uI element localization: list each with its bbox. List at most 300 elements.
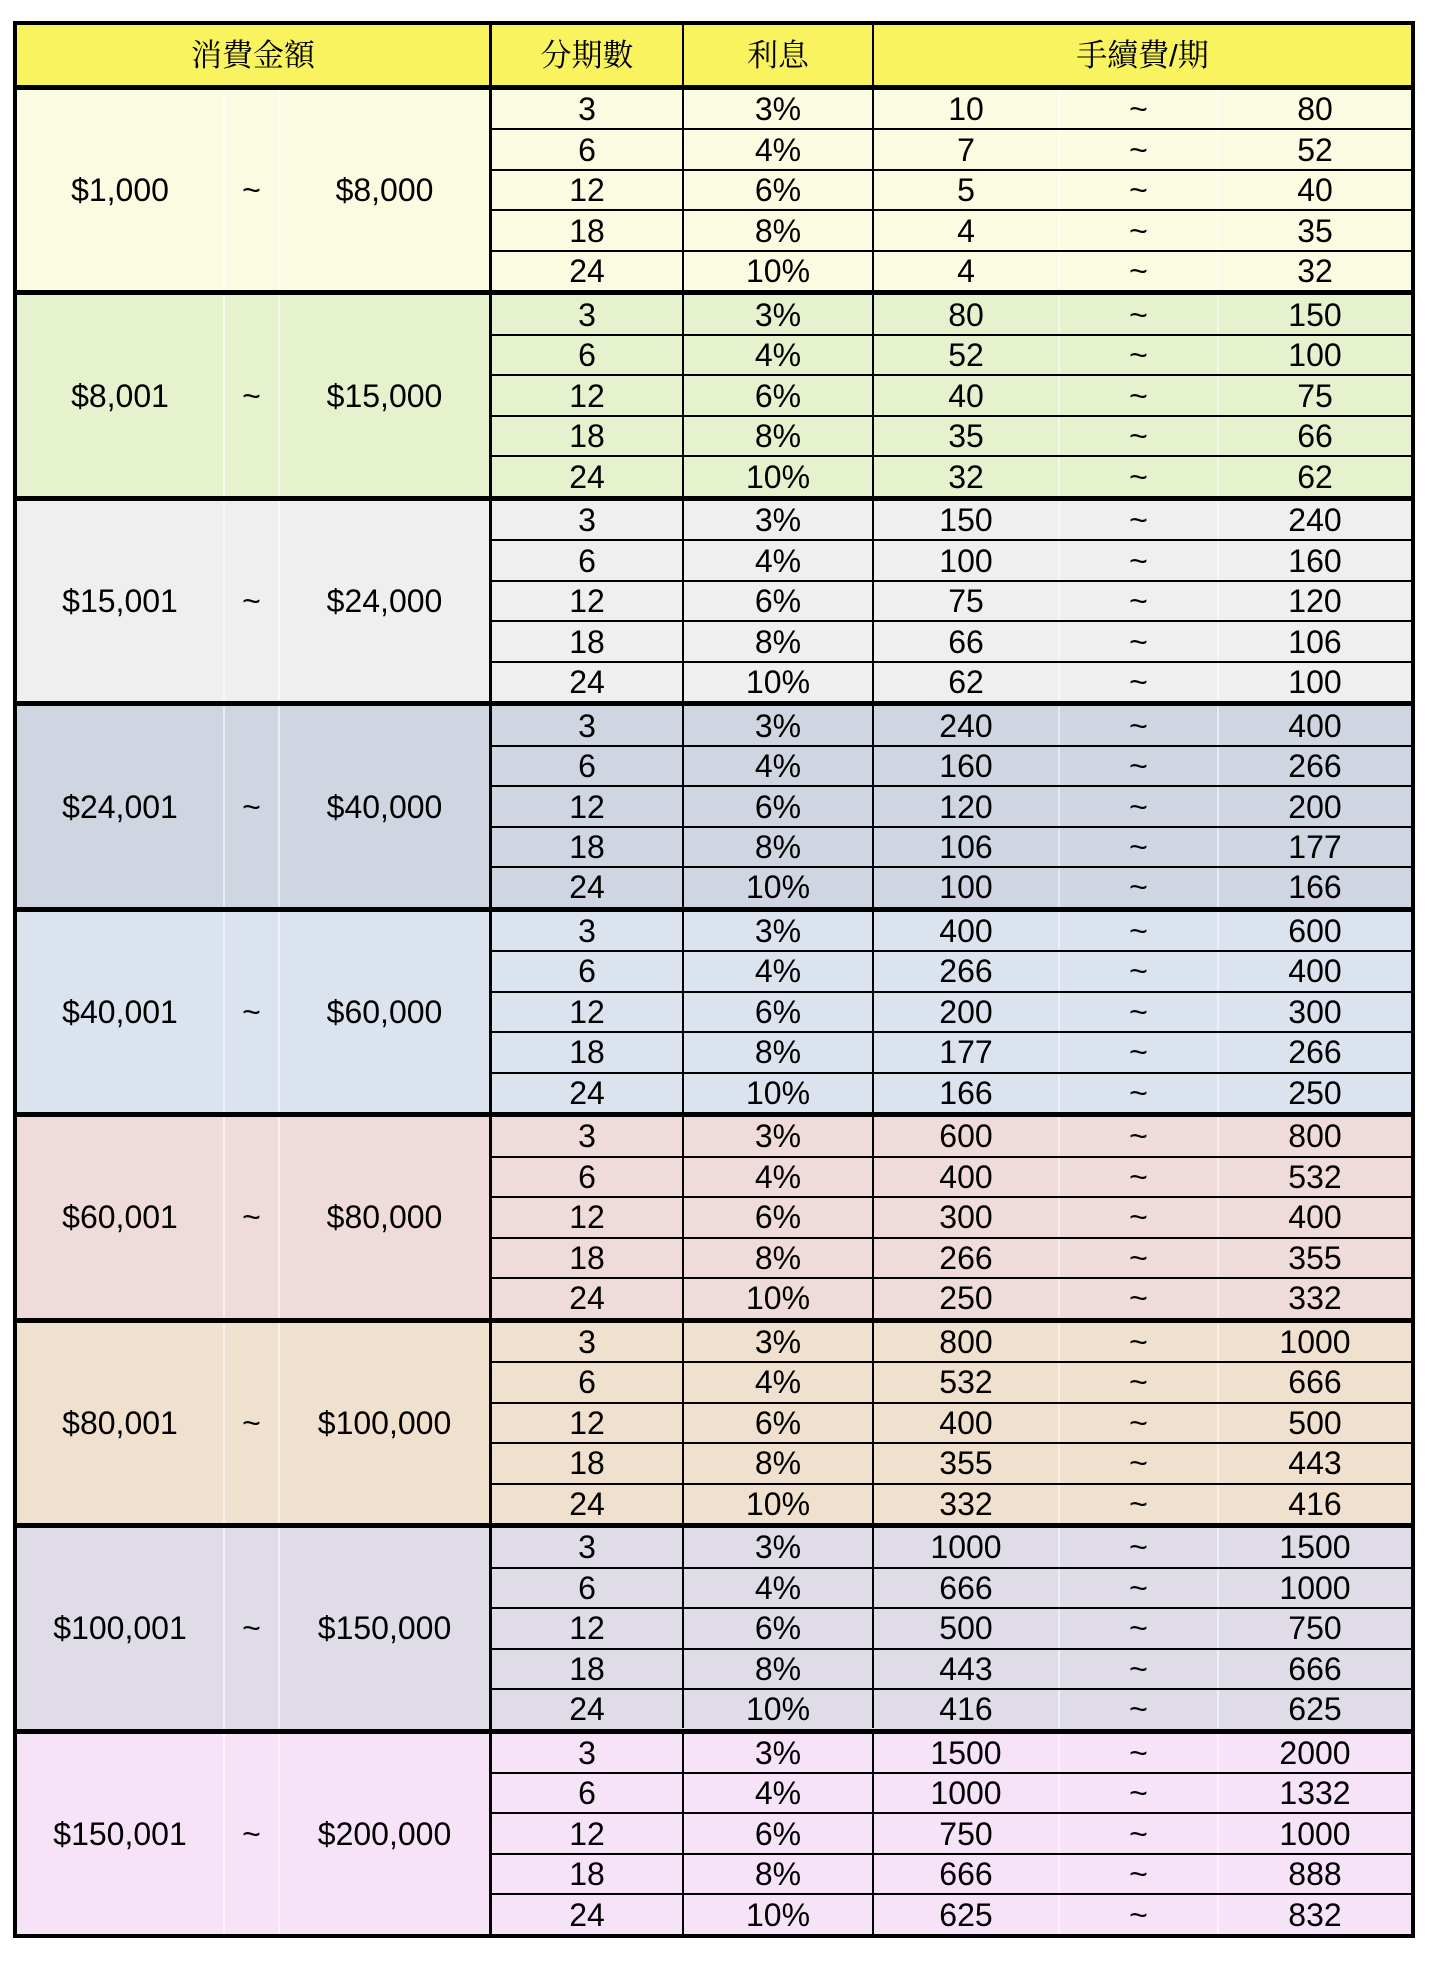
fee-range-cell: [874, 417, 1411, 455]
fee-max: 625: [1288, 1691, 1342, 1728]
group-rows: [492, 1528, 1411, 1728]
fee-max: 332: [1288, 1280, 1342, 1317]
installments-cell: 18: [492, 1033, 684, 1071]
fee-range-cell: [874, 1198, 1411, 1236]
fee-max: 35: [1297, 212, 1333, 249]
fee-min: 750: [939, 1815, 993, 1852]
tilde-separator: ~: [1058, 171, 1219, 209]
interest-cell: 10%: [684, 252, 874, 290]
tilde-separator: ~: [223, 90, 280, 290]
amount-min: $100,001: [53, 1610, 187, 1647]
installments-cell: 18: [492, 1444, 684, 1482]
fee-min: 400: [939, 1158, 993, 1195]
fee-range-cell: [874, 1895, 1411, 1933]
fee-min: 150: [939, 502, 993, 539]
amount-range-cell: [17, 1117, 492, 1317]
tilde-separator: ~: [1058, 1774, 1219, 1812]
table-row: [492, 1483, 1411, 1523]
amount-range-cell: [17, 501, 492, 701]
fee-max: 40: [1297, 172, 1333, 209]
fee-max: 32: [1297, 253, 1333, 290]
fee-max: 80: [1297, 91, 1333, 128]
table-row: [492, 539, 1411, 579]
fee-max: 1332: [1279, 1775, 1351, 1812]
table-row: [492, 1734, 1411, 1772]
fee-max: 1500: [1279, 1529, 1351, 1566]
amount-min: $8,001: [71, 377, 169, 414]
table-row: [492, 250, 1411, 290]
amount-min: $15,001: [62, 583, 178, 620]
interest-cell: 3%: [684, 1734, 874, 1772]
interest-cell: 10%: [684, 1485, 874, 1523]
tilde-separator: ~: [1058, 787, 1219, 825]
fee-max: 300: [1288, 993, 1342, 1030]
fee-max: 400: [1288, 953, 1342, 990]
installments-cell: 24: [492, 1279, 684, 1317]
interest-cell: 4%: [684, 747, 874, 785]
fee-range-cell: [874, 336, 1411, 374]
tilde-separator: ~: [1058, 663, 1219, 701]
table-row: [492, 128, 1411, 168]
installments-cell: 6: [492, 1774, 684, 1812]
fee-max: 500: [1288, 1404, 1342, 1441]
tilde-separator: ~: [1058, 1279, 1219, 1317]
table-row: [492, 1277, 1411, 1317]
fee-min: 666: [939, 1856, 993, 1893]
interest-cell: 4%: [684, 336, 874, 374]
fee-max: 443: [1288, 1445, 1342, 1482]
fee-min: 52: [948, 337, 984, 374]
amount-range-cell: [17, 1323, 492, 1523]
installments-cell: 12: [492, 1609, 684, 1647]
fee-max: 266: [1288, 748, 1342, 785]
fee-range-cell: [874, 1363, 1411, 1401]
amount-group: [17, 907, 1411, 1112]
table-row: [492, 455, 1411, 495]
fee-max: 106: [1288, 623, 1342, 660]
fee-range-cell: [874, 993, 1411, 1031]
fee-max: 66: [1297, 418, 1333, 455]
amount-max: $15,000: [326, 377, 443, 414]
fee-range-cell: [874, 622, 1411, 660]
fee-min: 4: [957, 212, 975, 249]
amount-min: $40,001: [62, 993, 178, 1030]
interest-cell: 4%: [684, 1569, 874, 1607]
fee-range-cell: [874, 1855, 1411, 1893]
fee-min: 66: [948, 623, 984, 660]
fee-range-cell: [874, 1158, 1411, 1196]
tilde-separator: ~: [223, 501, 280, 701]
amount-max: $60,000: [326, 993, 443, 1030]
tilde-separator: ~: [1058, 582, 1219, 620]
interest-cell: 10%: [684, 1895, 874, 1933]
installments-cell: 6: [492, 130, 684, 168]
tilde-separator: ~: [1058, 1033, 1219, 1071]
table-row: [492, 1853, 1411, 1893]
table-row: [492, 866, 1411, 906]
tilde-separator: ~: [1058, 1895, 1219, 1933]
tilde-separator: ~: [1058, 868, 1219, 906]
installments-cell: 18: [492, 417, 684, 455]
amount-range-cell: [17, 912, 492, 1112]
tilde-separator: ~: [1058, 1158, 1219, 1196]
fee-min: 120: [939, 788, 993, 825]
installments-cell: 12: [492, 1404, 684, 1442]
fee-min: 32: [948, 458, 984, 495]
table-row: [492, 374, 1411, 414]
fee-max: 52: [1297, 131, 1333, 168]
tilde-separator: ~: [1058, 1404, 1219, 1442]
table-row: [492, 90, 1411, 128]
installments-cell: 24: [492, 457, 684, 495]
installments-cell: 6: [492, 1158, 684, 1196]
fee-max: 75: [1297, 377, 1333, 414]
fee-min: 266: [939, 953, 993, 990]
amount-group: [17, 290, 1411, 495]
table-row: [492, 620, 1411, 660]
amount-group: [17, 90, 1411, 290]
tilde-separator: ~: [1058, 1074, 1219, 1112]
fee-min: 177: [939, 1034, 993, 1071]
interest-cell: 3%: [684, 295, 874, 333]
installments-cell: 12: [492, 787, 684, 825]
installments-cell: 3: [492, 706, 684, 744]
amount-column-header: 消費金額: [17, 25, 492, 85]
group-rows: [492, 90, 1411, 290]
interest-cell: 4%: [684, 952, 874, 990]
group-rows: [492, 295, 1411, 495]
interest-cell: 8%: [684, 622, 874, 660]
fee-range-cell: [874, 1650, 1411, 1688]
interest-cell: 6%: [684, 1404, 874, 1442]
fee-max: 100: [1288, 664, 1342, 701]
fee-range-cell: [874, 663, 1411, 701]
fee-min: 75: [948, 583, 984, 620]
tilde-separator: ~: [1058, 1609, 1219, 1647]
fee-min: 1000: [930, 1775, 1002, 1812]
table-row: [492, 706, 1411, 744]
tilde-separator: ~: [1058, 130, 1219, 168]
installments-cell: 12: [492, 376, 684, 414]
fee-min: 300: [939, 1199, 993, 1236]
installments-cell: 6: [492, 1363, 684, 1401]
amount-group: [17, 1729, 1411, 1934]
fee-max: 200: [1288, 788, 1342, 825]
fee-min: 4: [957, 253, 975, 290]
fee-range-cell: [874, 912, 1411, 950]
amount-min: $1,000: [71, 172, 169, 209]
tilde-separator: ~: [1058, 1814, 1219, 1852]
interest-cell: 10%: [684, 1279, 874, 1317]
table-row: [492, 1812, 1411, 1852]
fee-max: 266: [1288, 1034, 1342, 1071]
installments-cell: 12: [492, 582, 684, 620]
table-row: [492, 1117, 1411, 1155]
installments-cell: 6: [492, 747, 684, 785]
fee-range-cell: [874, 747, 1411, 785]
interest-cell: 6%: [684, 993, 874, 1031]
fee-max: 62: [1297, 458, 1333, 495]
fee-min: 35: [948, 418, 984, 455]
table-row: [492, 1442, 1411, 1482]
amount-max: $24,000: [326, 583, 443, 620]
interest-cell: 6%: [684, 582, 874, 620]
fee-min: 7: [957, 131, 975, 168]
tilde-separator: ~: [223, 1734, 280, 1934]
fee-max: 888: [1288, 1856, 1342, 1893]
interest-cell: 3%: [684, 1323, 874, 1361]
amount-range-cell: [17, 90, 492, 290]
table-row: [492, 1361, 1411, 1401]
installments-cell: 24: [492, 1690, 684, 1728]
fee-max: 150: [1288, 296, 1342, 333]
interest-cell: 4%: [684, 1158, 874, 1196]
installments-cell: 12: [492, 993, 684, 1031]
fee-range-cell: [874, 171, 1411, 209]
fee-range-cell: [874, 1485, 1411, 1523]
interest-cell: 6%: [684, 1814, 874, 1852]
tilde-separator: ~: [223, 706, 280, 906]
group-rows: [492, 1323, 1411, 1523]
tilde-separator: ~: [1058, 1198, 1219, 1236]
fee-range-cell: [874, 1528, 1411, 1566]
fee-range-cell: [874, 1033, 1411, 1071]
tilde-separator: ~: [1058, 747, 1219, 785]
amount-range-cell: [17, 1528, 492, 1728]
fee-max: 250: [1288, 1074, 1342, 1111]
group-rows: [492, 501, 1411, 701]
tilde-separator: ~: [1058, 376, 1219, 414]
table-row: [492, 1237, 1411, 1277]
tilde-separator: ~: [1058, 336, 1219, 374]
fee-range-cell: [874, 1117, 1411, 1155]
amount-min: $60,001: [62, 1199, 178, 1236]
fee-min: 160: [939, 748, 993, 785]
fee-range-cell: [874, 1569, 1411, 1607]
tilde-separator: ~: [1058, 952, 1219, 990]
fee-min: 332: [939, 1485, 993, 1522]
table-row: [492, 501, 1411, 539]
fee-max: 600: [1288, 912, 1342, 949]
fee-max: 1000: [1279, 1323, 1351, 1360]
table-row: [492, 295, 1411, 333]
interest-cell: 3%: [684, 90, 874, 128]
installments-cell: 12: [492, 171, 684, 209]
installments-cell: 3: [492, 1117, 684, 1155]
fee-range-cell: [874, 1323, 1411, 1361]
table-row: [492, 169, 1411, 209]
table-row: [492, 826, 1411, 866]
installments-cell: 3: [492, 501, 684, 539]
fee-min: 666: [939, 1569, 993, 1606]
amount-max: $8,000: [335, 172, 434, 209]
installments-cell: 18: [492, 1650, 684, 1688]
interest-cell: 10%: [684, 1690, 874, 1728]
fee-max: 666: [1288, 1650, 1342, 1687]
fee-range-cell: [874, 1074, 1411, 1112]
fee-range-cell: [874, 706, 1411, 744]
amount-max: $40,000: [326, 788, 443, 825]
amount-min: $80,001: [62, 1404, 178, 1441]
table-row: [492, 1648, 1411, 1688]
fee-range-cell: [874, 457, 1411, 495]
installments-cell: 18: [492, 622, 684, 660]
installments-cell: 6: [492, 541, 684, 579]
interest-cell: 8%: [684, 1650, 874, 1688]
tilde-separator: ~: [1058, 706, 1219, 744]
fee-range-cell: [874, 1774, 1411, 1812]
tilde-separator: ~: [1058, 1363, 1219, 1401]
table-row: [492, 334, 1411, 374]
tilde-separator: ~: [223, 1323, 280, 1523]
installments-cell: 18: [492, 211, 684, 249]
table-row: [492, 1196, 1411, 1236]
fee-min: 200: [939, 993, 993, 1030]
table-row: [492, 785, 1411, 825]
tilde-separator: ~: [1058, 295, 1219, 333]
table-row: [492, 1567, 1411, 1607]
tilde-separator: ~: [1058, 993, 1219, 1031]
fee-max: 177: [1288, 829, 1342, 865]
table-row: [492, 580, 1411, 620]
fee-range-cell: [874, 90, 1411, 128]
tilde-separator: ~: [1058, 417, 1219, 455]
installments-column-header: 分期數: [492, 25, 684, 85]
tilde-separator: ~: [223, 1528, 280, 1728]
installments-cell: 24: [492, 663, 684, 701]
fee-min: 1500: [930, 1734, 1002, 1771]
installments-cell: 3: [492, 90, 684, 128]
installments-cell: 18: [492, 1855, 684, 1893]
fee-max: 2000: [1279, 1734, 1351, 1771]
amount-min: $150,001: [53, 1815, 187, 1852]
tilde-separator: ~: [1058, 1569, 1219, 1607]
fee-range-cell: [874, 787, 1411, 825]
group-rows: [492, 706, 1411, 906]
installments-cell: 24: [492, 252, 684, 290]
table-row: [492, 1156, 1411, 1196]
amount-group: [17, 1112, 1411, 1317]
interest-cell: 8%: [684, 417, 874, 455]
interest-cell: 3%: [684, 501, 874, 539]
fee-min: 106: [939, 829, 993, 865]
interest-cell: 3%: [684, 912, 874, 950]
interest-cell: 4%: [684, 1774, 874, 1812]
interest-cell: 8%: [684, 1239, 874, 1277]
table-row: [492, 1072, 1411, 1112]
table-row: [492, 1607, 1411, 1647]
fee-min: 166: [939, 1074, 993, 1111]
fee-min: 532: [939, 1364, 993, 1401]
table-row: [492, 1402, 1411, 1442]
tilde-separator: ~: [1058, 828, 1219, 866]
table-row: [492, 209, 1411, 249]
amount-max: $200,000: [317, 1815, 452, 1852]
interest-cell: 10%: [684, 868, 874, 906]
tilde-separator: ~: [1058, 622, 1219, 660]
amount-range-cell: [17, 706, 492, 906]
interest-cell: 4%: [684, 1363, 874, 1401]
tilde-separator: ~: [1058, 1855, 1219, 1893]
table-row: [492, 1893, 1411, 1933]
fee-range-cell: [874, 582, 1411, 620]
fee-min: 400: [939, 1404, 993, 1441]
tilde-separator: ~: [1058, 1650, 1219, 1688]
interest-cell: 6%: [684, 787, 874, 825]
installments-cell: 6: [492, 336, 684, 374]
fee-range-cell: [874, 252, 1411, 290]
tilde-separator: ~: [1058, 1117, 1219, 1155]
tilde-separator: ~: [1058, 457, 1219, 495]
amount-range-cell: [17, 295, 492, 495]
fee-min: 10: [948, 91, 984, 128]
tilde-separator: ~: [1058, 1444, 1219, 1482]
fee-max: 355: [1288, 1239, 1342, 1276]
installments-cell: 12: [492, 1198, 684, 1236]
fee-range-cell: [874, 828, 1411, 866]
tilde-separator: ~: [1058, 501, 1219, 539]
interest-cell: 3%: [684, 706, 874, 744]
fee-min: 40: [948, 377, 984, 414]
amount-min: $24,001: [62, 788, 178, 825]
installments-cell: 24: [492, 1074, 684, 1112]
interest-cell: 10%: [684, 1074, 874, 1112]
fee-range-cell: [874, 868, 1411, 906]
fee-min: 5: [957, 172, 975, 209]
tilde-separator: ~: [1058, 1485, 1219, 1523]
installments-cell: 18: [492, 828, 684, 866]
fee-max: 800: [1288, 1118, 1342, 1155]
interest-cell: 8%: [684, 1444, 874, 1482]
amount-group: [17, 496, 1411, 701]
tilde-separator: ~: [1058, 912, 1219, 950]
tilde-separator: ~: [1058, 541, 1219, 579]
table-row: [492, 415, 1411, 455]
amount-group: [17, 1318, 1411, 1523]
installments-cell: 6: [492, 1569, 684, 1607]
group-rows: [492, 912, 1411, 1112]
fee-max: 166: [1288, 869, 1342, 906]
tilde-separator: ~: [1058, 1690, 1219, 1728]
fee-range-cell: [874, 1814, 1411, 1852]
fee-min: 600: [939, 1118, 993, 1155]
table-row: [492, 1323, 1411, 1361]
amount-max: $150,000: [317, 1610, 452, 1647]
fee-max: 1000: [1279, 1569, 1351, 1606]
interest-cell: 8%: [684, 211, 874, 249]
installments-cell: 24: [492, 1895, 684, 1933]
amount-max: $100,000: [317, 1404, 452, 1441]
table-row: [492, 912, 1411, 950]
installments-cell: 3: [492, 1323, 684, 1361]
fee-max: 1000: [1279, 1815, 1351, 1852]
fee-max: 400: [1288, 1199, 1342, 1236]
fee-range-cell: [874, 295, 1411, 333]
interest-cell: 6%: [684, 1198, 874, 1236]
group-rows: [492, 1117, 1411, 1317]
fee-min: 80: [948, 296, 984, 333]
fee-range-cell: [874, 1690, 1411, 1728]
fee-max: 532: [1288, 1158, 1342, 1195]
fee-max: 120: [1288, 583, 1342, 620]
fee-min: 100: [939, 542, 993, 579]
tilde-separator: ~: [223, 1117, 280, 1317]
installments-cell: 3: [492, 1528, 684, 1566]
tilde-separator: ~: [1058, 211, 1219, 249]
installments-cell: 3: [492, 295, 684, 333]
amount-range-cell: [17, 1734, 492, 1934]
fee-min: 250: [939, 1280, 993, 1317]
